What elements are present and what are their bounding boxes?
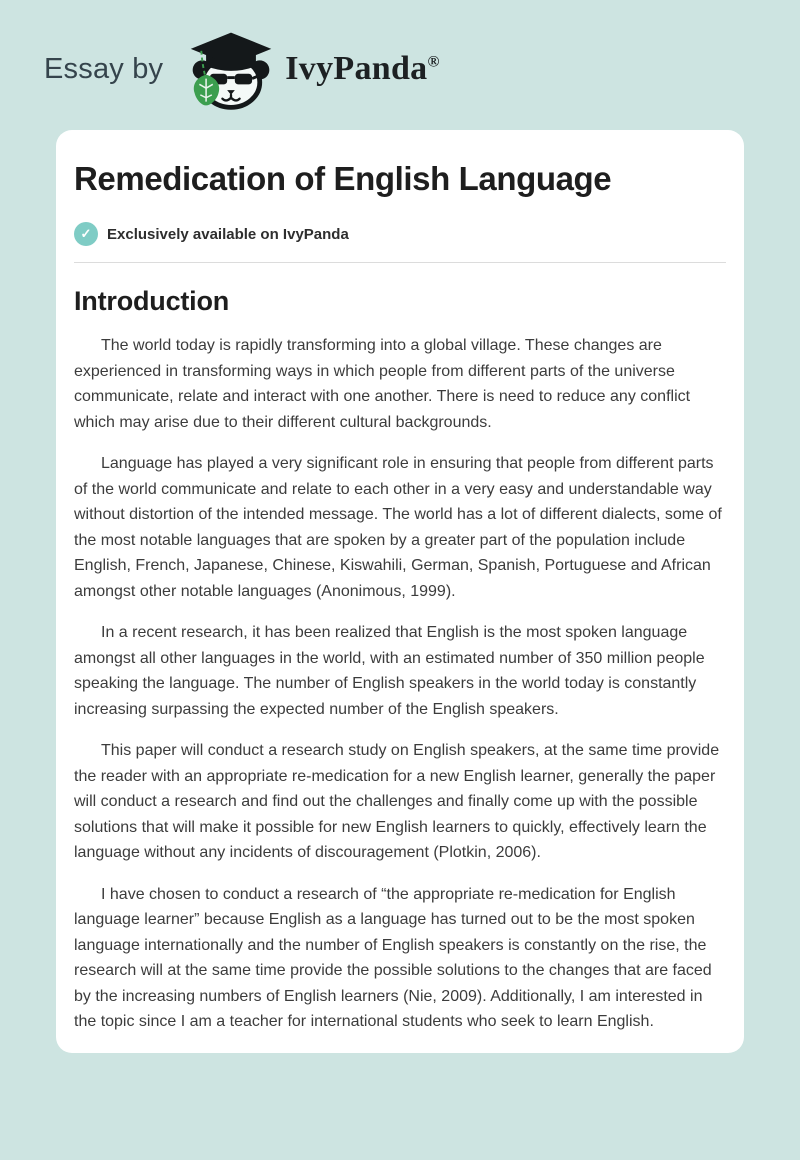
divider xyxy=(74,262,726,263)
site-header xyxy=(0,0,800,112)
essay-paragraph: I have chosen to conduct a research of “the appropriate re-medication for English language learner” because English as a language has turned out to be the most spoken language internationally and the number of English speakers is constantly on the rise, the research will at the same time provide the possible solutions to the changes that are faced by the increasing numbers of English learners (Nie, 2009). Additionally, I am interested in the topic since I am a teacher for international students who seek to learn English. xyxy=(74,885,712,1030)
essay-body xyxy=(74,333,726,1035)
page-title: Remedication of English Language xyxy=(74,160,612,197)
essay-by-label: Essay by xyxy=(44,52,164,85)
section-heading-introduction: Introduction xyxy=(74,286,230,316)
availability-badge xyxy=(74,222,726,246)
essay-paragraph: The world today is rapidly transforming into a global village. These changes are experienced in transforming ways in which people from different parts of the universe communicate, relate and interact with one another. There is need to reduce any conflict which may arise due to their different cultural backgrounds. xyxy=(74,337,691,431)
brand-name xyxy=(285,50,439,88)
ivypanda-logo xyxy=(185,28,277,110)
essay-paragraph: In a recent research, it has been realized that English is the most spoken language amongst all other languages in the world, with an estimated number of 350 million people speaking the language. The number of English speakers in the world today is constantly increasing surpassing the expected number of the English speakers. xyxy=(74,624,705,718)
registered-mark: ® xyxy=(427,53,440,71)
check-icon: ✓ xyxy=(74,222,98,246)
panda-graduate-icon xyxy=(185,28,277,110)
essay-paragraph: Language has played a very significant role in ensuring that people from different parts of the world communicate and relate to each other in a very easy and understandable way without distortion of the intended message. The world has a lot of different dialects, some of the most notable languages that are spoken by a greater part of the population include English, French, Japanese, Chinese, Kiswahili, German, Spanish, Portuguese and African amongst other notable languages (Anonimous, 1999). xyxy=(74,455,722,600)
brand-text: IvyPanda xyxy=(285,50,428,87)
availability-badge-label: Exclusively available on IvyPanda xyxy=(107,225,349,243)
essay-card xyxy=(56,130,744,1053)
essay-paragraph: This paper will conduct a research study on English speakers, at the same time provide the reader with an appropriate re-medication for a new English learner, generally the paper will conduct a research and find out the challenges and finally come up with the possible solutions that will make it possible for new English learners to quickly, effectively learn the language without any incidents of discouragement (Plotkin, 2006). xyxy=(74,742,720,861)
